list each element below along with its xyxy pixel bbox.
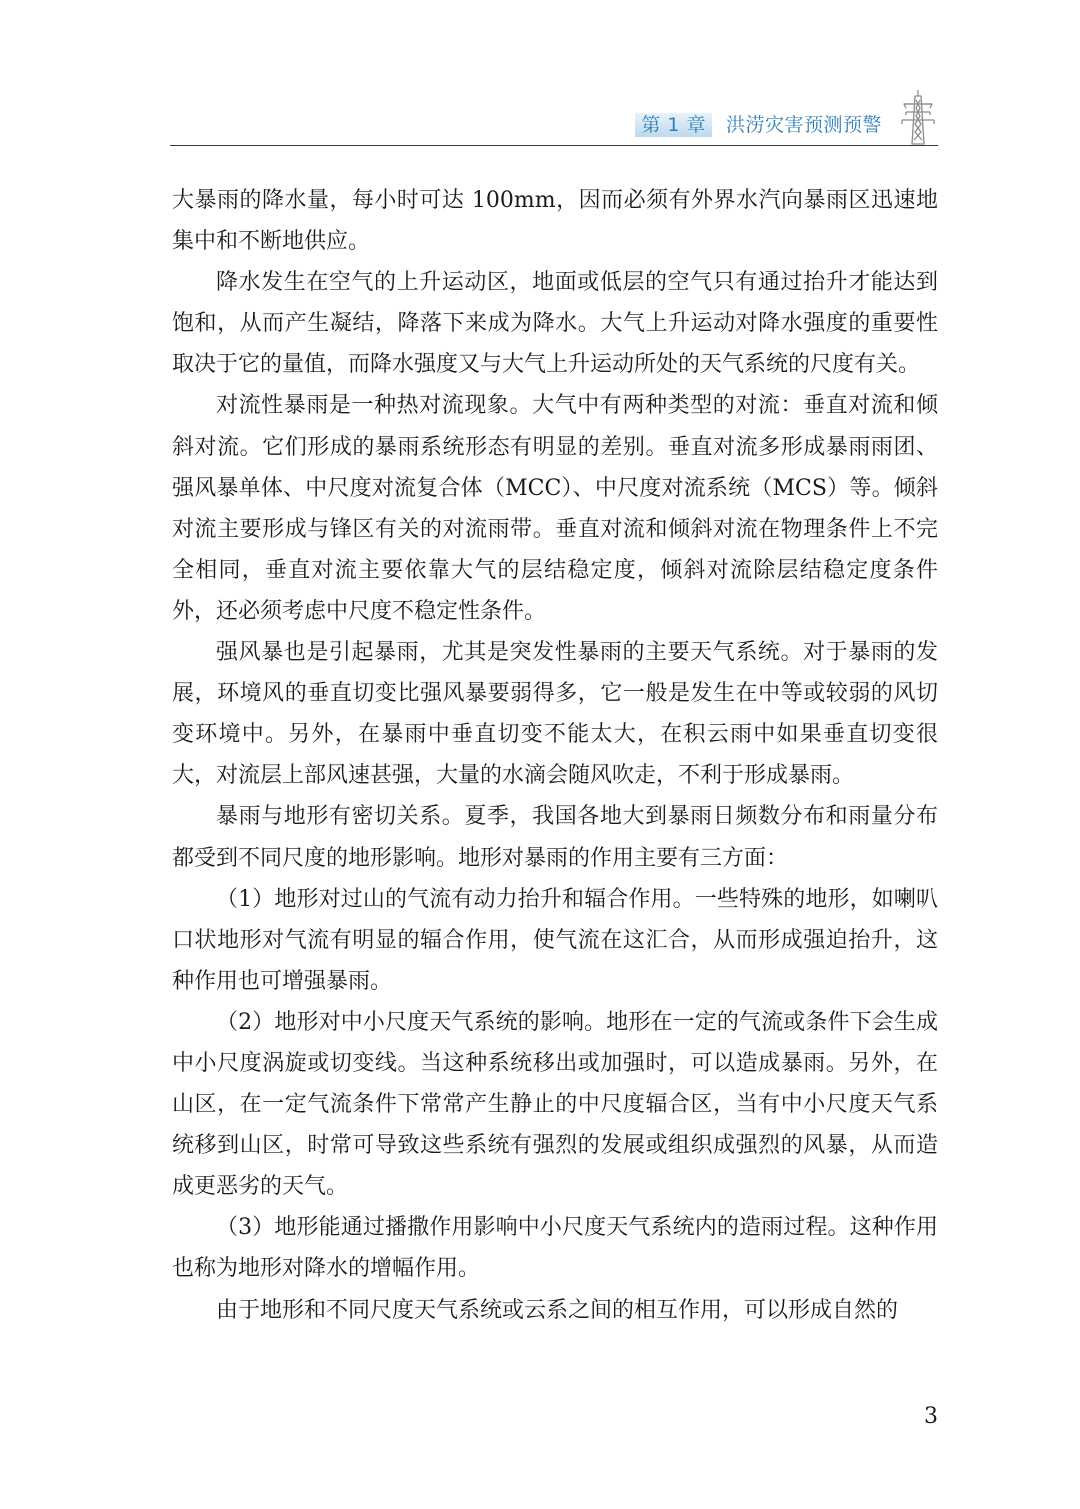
page-number: 3 — [924, 1404, 938, 1429]
paragraph: 由于地形和不同尺度天气系统或云系之间的相互作用，可以形成自然的 — [216, 1297, 899, 1323]
header-title — [635, 110, 882, 137]
power-tower-icon — [898, 88, 938, 146]
paragraph: （2）地形对中小尺度天气系统的影响。地形在一定的气流或条件下会生成中小尺度涡旋或切变线。当这种系统移出或加强时，可以造成暴雨。另外，在山区，在一定气流条件下常常产生静止的中尺度辐合区，当有中小尺度天气系统移到山区，时常可导致这些系统有强烈的发展或组织成强烈的风暴，从而造成更恶劣的天气。 — [172, 1009, 938, 1200]
paragraph: 暴雨与地形有密切关系。夏季，我国各地大到暴雨日频数分布和雨量分布都受到不同尺度的地形影响。地形对暴雨的作用主要有三方面： — [172, 804, 938, 871]
paragraph: 降水发生在空气的上升运动区，地面或低层的空气只有通过抬升才能达到饱和，从而产生凝结，降落下来成为降水。大气上升运动对降水强度的重要性取决于它的量值，而降水强度又与大气上升运动所处的天气系统的尺度有关。 — [172, 270, 938, 378]
header-rule — [170, 145, 938, 146]
running-header — [170, 88, 938, 148]
chapter-label: 第 1 章 — [635, 113, 712, 137]
body-text — [172, 180, 938, 1331]
paragraph: （1）地形对过山的气流有动力抬升和辐合作用。一些特殊的地形，如喇叭口状地形对气流有明显的辐合作用，使气流在这汇合，从而形成强迫抬升，这种作用也可增强暴雨。 — [172, 886, 938, 994]
paragraph: 强风暴也是引起暴雨，尤其是突发性暴雨的主要天气系统。对于暴雨的发展，环境风的垂直切变比强风暴要弱得多，它一般是发生在中等或较弱的风切变环境中。另外，在暴雨中垂直切变不能太大，在积云雨中如果垂直切变很大，对流层上部风速甚强，大量的水滴会随风吹走，不利于形成暴雨。 — [172, 640, 938, 789]
paragraph: 对流性暴雨是一种热对流现象。大气中有两种类型的对流：垂直对流和倾斜对流。它们形成的暴雨系统形态有明显的差别。垂直对流多形成暴雨雨团、强风暴单体、中尺度对流复合体（MCC）、中尺度对流系统（MCS）等。倾斜对流主要形成与锋区有关的对流雨带。垂直对流和倾斜对流在物理条件上不完全相同，垂直对流主要依靠大气的层结稳定度，倾斜对流除层结稳定度条件外，还必须考虑中尺度不稳定性条件。 — [172, 393, 938, 624]
chapter-title: 洪涝灾害预测预警 — [725, 114, 882, 136]
paragraph: （3）地形能通过播撒作用影响中小尺度天气系统内的造雨过程。这种作用也称为地形对降水的增幅作用。 — [172, 1215, 938, 1282]
paragraph: 大暴雨的降水量，每小时可达 100mm，因而必须有外界水汽向暴雨区迅速地集中和不断地供应。 — [172, 188, 938, 255]
